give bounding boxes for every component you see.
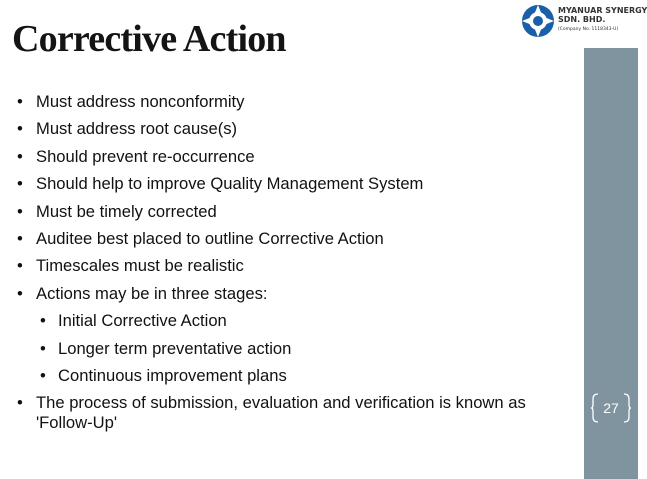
bullet-list [0, 88, 570, 433]
bullet-glyph: • [17, 283, 23, 303]
company-name-line2: SDN. BHD. [558, 15, 606, 24]
bullet-text: Auditee best placed to outline Corrective Action [36, 229, 384, 249]
bullet-text: Timescales must be realistic [36, 256, 244, 276]
bullet-text: Must address nonconformity [36, 92, 245, 111]
bullet-glyph: • [40, 338, 46, 358]
company-name [558, 6, 647, 24]
bullet-item [0, 115, 570, 142]
sub-bullet-item [0, 362, 570, 389]
bullet-text: Must be timely corrected [36, 201, 217, 221]
bullet-item [0, 170, 570, 197]
slide-title: Corrective Action [12, 18, 286, 60]
bullet-text: The process of submission, evaluation and verification is known as 'Follow-Up' [36, 393, 526, 433]
bullet-glyph: • [17, 201, 23, 221]
sub-bullet-item [0, 307, 570, 334]
bullet-glyph: • [17, 256, 23, 276]
page-number: 27 [603, 400, 619, 416]
bullet-glyph: • [17, 229, 23, 249]
bullet-item [0, 280, 570, 307]
sub-bullet-text: Continuous improvement plans [58, 366, 287, 386]
bullet-text: Actions may be in three stages: [36, 283, 268, 303]
sub-bullet-item [0, 335, 570, 362]
bullet-glyph: • [40, 311, 46, 331]
bullet-glyph: • [17, 92, 23, 111]
bullet-item [0, 225, 570, 252]
sub-bullet-text: Longer term preventative action [58, 338, 292, 358]
bullet-item [0, 252, 570, 279]
bullet-item [0, 389, 570, 433]
bullet-glyph: • [17, 119, 23, 139]
bullet-glyph: • [17, 146, 23, 166]
company-logo-icon [520, 3, 556, 39]
company-name-line1: MYANUAR SYNERGY [558, 6, 647, 15]
bullet-glyph: • [17, 174, 23, 194]
company-registration: (Company No. 1118343-U) [558, 27, 619, 32]
bullet-item [0, 88, 570, 115]
bullet-text: Should prevent re-occurrence [36, 146, 255, 166]
sub-bullet-text: Initial Corrective Action [58, 311, 227, 331]
bullet-glyph: • [40, 366, 46, 386]
bullet-item [0, 143, 570, 170]
bullet-text: Should help to improve Quality Management System [36, 174, 424, 194]
bullet-item [0, 198, 570, 225]
bullet-text: Must address root cause(s) [36, 119, 238, 139]
bullet-glyph: • [17, 393, 23, 413]
